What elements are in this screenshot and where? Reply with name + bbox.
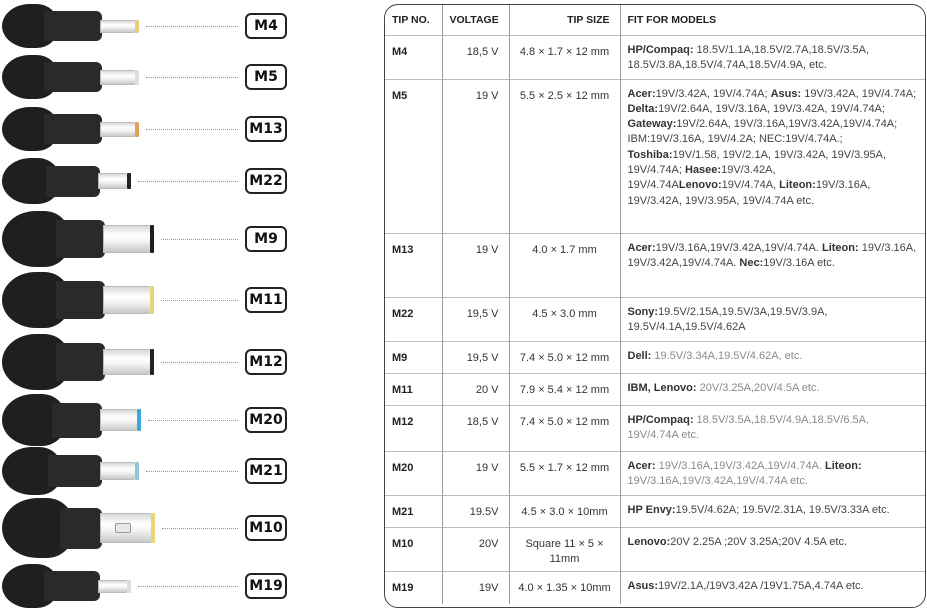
table-row [385, 405, 925, 451]
table-row [385, 233, 925, 297]
spec-table-body [385, 35, 925, 604]
header-tip-no: TIP NO. [392, 13, 430, 26]
fit-spec-text: 19V/3.42A, 19V/4.74A [627, 163, 776, 192]
cell-fit-for-models [620, 35, 925, 79]
leader-line [138, 586, 238, 587]
tip-label-badge: M22 [245, 168, 287, 194]
fit-brand-name: Liteon: [779, 179, 816, 192]
cell-fit-for-models [620, 405, 925, 451]
fit-brand-name: Asus: [770, 87, 802, 100]
fit-spec-text: 19V/3.16A, 19V/3.42A,19V/4.74A. [627, 241, 917, 269]
fit-brand-name: Nec: [739, 256, 764, 269]
table-row [385, 35, 925, 79]
tip-label-badge: M10 [245, 515, 287, 541]
fit-spec-text: 19.5V/2.15A,19.5V/3A,19.5V/3.9A, 19.5V/4.1A,19.5V/4.62A [627, 305, 828, 333]
tip-label-badge: M12 [245, 349, 287, 375]
cell-fit-for-models [620, 233, 925, 297]
cell-fit-for-models [620, 297, 925, 341]
cell-tip-size: 4.0 × 1.35 × 10mm [509, 572, 620, 604]
cell-tip-no: M5 [385, 79, 442, 233]
fit-brand-name: Acer: [627, 459, 656, 472]
tip-color-ring [137, 409, 141, 431]
tip-connector-neck [52, 403, 102, 438]
tip-label-badge: M21 [245, 458, 287, 484]
cell-tip-size: 5.5 × 2.5 × 12 mm [509, 79, 620, 233]
cell-voltage: 20V [442, 527, 509, 572]
tip-label-badge: M20 [245, 407, 287, 433]
tip-barrel [100, 513, 152, 543]
tip-color-ring [150, 349, 154, 375]
fit-spec-text: 19V/3.16A,19V/3.42A,19V/4.74A. [655, 241, 822, 254]
cell-tip-no: M19 [385, 572, 442, 604]
tip-color-ring [135, 20, 139, 33]
spec-table [385, 5, 925, 604]
tip-connector-neck [56, 343, 105, 381]
cell-tip-size: Square 11 × 5 × 11mm [509, 527, 620, 572]
tip-connector-neck [56, 220, 105, 258]
tip-row-m19 [0, 564, 300, 608]
cell-tip-size: 4.8 × 1.7 × 12 mm [509, 35, 620, 79]
tip-barrel [100, 122, 136, 137]
fit-spec-text: 18.5V/3.5A,18.5V/4.9A,18.5V/6.5A, 19V/4.74A etc. [627, 413, 870, 441]
table-row [385, 373, 925, 405]
table-row [385, 572, 925, 604]
tip-connector-neck [56, 281, 105, 319]
fit-brand-name: Liteon: [825, 459, 862, 472]
fit-brand-name: Hasee: [685, 163, 722, 176]
fit-brand-name: Delta: [627, 102, 659, 115]
tip-barrel [100, 70, 136, 85]
fit-spec-text: 19V/4.74A, [721, 179, 780, 192]
leader-line [146, 77, 238, 78]
fit-spec-text: 19V/3.16A etc. [763, 256, 835, 269]
tip-barrel [100, 462, 136, 480]
cell-voltage: 19V [442, 572, 509, 604]
tip-row-m21 [0, 447, 300, 495]
tip-label-badge: M13 [245, 116, 287, 142]
cell-tip-no: M11 [385, 373, 442, 405]
tip-connector-neck [44, 571, 100, 601]
cell-tip-no: M4 [385, 35, 442, 79]
cell-fit-for-models [620, 79, 925, 233]
square-pin-icon [115, 523, 131, 533]
cell-voltage: 19.5V [442, 495, 509, 527]
tip-row-m12 [0, 334, 300, 390]
fit-spec-text: 19V/1.58, 19V/2.1A, 19V/3.42A, 19V/3.95A, 19V/4.74A; [627, 148, 886, 176]
fit-spec-text: 20V/3.25A,20V/4.5A etc. [696, 381, 820, 394]
cell-voltage: 19 V [442, 451, 509, 495]
tip-connector-neck [44, 114, 102, 144]
cell-tip-size: 5.5 × 1.7 × 12 mm [509, 451, 620, 495]
tip-connector-neck [60, 508, 102, 549]
fit-spec-text: 20V 2.25A ;20V 3.25A;20V 4.5A etc. [670, 535, 848, 548]
cell-fit-for-models [620, 341, 925, 373]
fit-brand-name: Toshiba: [627, 148, 673, 161]
fit-spec-text: 19V/3.42A, 19V/4.74A; [801, 87, 917, 100]
fit-spec-text: 19V/3.42A, 19V/4.74A; [655, 87, 771, 100]
tip-color-ring [127, 173, 131, 189]
tip-label-badge: M19 [245, 573, 287, 599]
fit-spec-text: 19V/3.16A,19V/3.42A,19V/4.74A. [655, 459, 826, 472]
fit-spec-text: 19.5V/3.34A,19.5V/4.62A, etc. [651, 349, 803, 362]
tip-connector-neck [48, 455, 102, 487]
leader-line [146, 471, 238, 472]
leader-line [146, 129, 238, 130]
fit-brand-name: Liteon: [821, 241, 859, 254]
tip-barrel [98, 173, 128, 189]
leader-line [161, 239, 238, 240]
fit-spec-text: 19V/2.64A, 19V/3.16A, 19V/3.42A, 19V/4.74A; [658, 102, 885, 115]
cell-tip-size: 7.4 × 5.0 × 12 mm [509, 405, 620, 451]
spec-table-frame [384, 4, 926, 608]
tip-row-m4 [0, 4, 300, 48]
tip-label-badge: M9 [245, 226, 287, 252]
leader-line [138, 181, 238, 182]
table-header-row [385, 5, 925, 35]
table-row [385, 341, 925, 373]
fit-brand-name: Dell: [627, 349, 652, 362]
leader-line [161, 362, 238, 363]
cell-voltage: 18,5 V [442, 35, 509, 79]
tip-barrel [100, 409, 138, 431]
cell-tip-no: M9 [385, 341, 442, 373]
fit-brand-name: HP Envy: [627, 503, 676, 516]
tip-row-m20 [0, 394, 300, 446]
tip-barrel [98, 580, 128, 593]
tip-color-ring [127, 580, 131, 593]
table-row [385, 451, 925, 495]
table-row [385, 495, 925, 527]
cell-tip-no: M10 [385, 527, 442, 572]
cell-tip-size: 4.5 × 3.0 mm [509, 297, 620, 341]
cell-tip-no: M13 [385, 233, 442, 297]
tip-row-m13 [0, 107, 300, 151]
header-tip-size: TIP SIZE [509, 5, 620, 35]
cell-fit-for-models [620, 527, 925, 572]
cell-voltage: 19,5 V [442, 341, 509, 373]
leader-line [161, 300, 238, 301]
fit-brand-name: Sony: [627, 305, 659, 318]
fit-brand-name: Acer: [627, 241, 656, 254]
tip-color-ring [150, 286, 154, 314]
header-fit-for-models: FIT FOR MODELS [620, 5, 925, 35]
tip-barrel [103, 286, 151, 314]
fit-brand-name: HP/Compaq: [627, 413, 694, 426]
fit-spec-text: 18.5V/1.1A,18.5V/2.7A,18.5V/3.5A, 18.5V/3.8A,18.5V/4.74A,18.5V/4.9A, etc. [627, 43, 870, 71]
table-row [385, 527, 925, 572]
tip-barrel [103, 225, 151, 253]
tip-row-m11 [0, 272, 300, 328]
tip-illustrations [0, 0, 300, 612]
fit-brand-name: Gateway: [627, 118, 677, 131]
fit-spec-text: 19V/3.16A,19V/3.42A,19V/4.74A etc. [627, 474, 808, 487]
cell-fit-for-models [620, 451, 925, 495]
tip-label-badge: M4 [245, 13, 287, 39]
cell-fit-for-models [620, 373, 925, 405]
fit-brand-name: Asus: [627, 580, 659, 593]
table-row [385, 79, 925, 233]
tip-color-ring [151, 513, 155, 543]
tip-connector-neck [44, 11, 102, 41]
fit-brand-name: IBM, Lenovo: [627, 381, 697, 394]
cell-tip-size: 4.0 × 1.7 mm [509, 233, 620, 297]
leader-line [148, 420, 238, 421]
cell-fit-for-models [620, 572, 925, 604]
fit-brand-name: Lenovo: [678, 179, 722, 192]
cell-voltage: 19,5 V [442, 297, 509, 341]
cell-fit-for-models [620, 495, 925, 527]
tip-barrel [100, 20, 136, 33]
cell-voltage: 19 V [442, 79, 509, 233]
fit-spec-text: 19.5V/4.62A; 19.5V/2.31A, 19.5V/3.33A etc. [675, 503, 890, 516]
fit-brand-name: HP/Compaq: [627, 43, 694, 56]
cell-tip-no: M22 [385, 297, 442, 341]
tip-label-badge: M5 [245, 64, 287, 90]
cell-tip-size: 4.5 × 3.0 × 10mm [509, 495, 620, 527]
tip-connector-neck [46, 166, 100, 197]
fit-spec-text: 19V/2.1A,/19V3.42A /19V1.75A,4.74A etc. [658, 580, 864, 593]
cell-voltage: 18,5 V [442, 405, 509, 451]
tip-row-m22 [0, 158, 300, 204]
table-row [385, 297, 925, 341]
tip-row-m5 [0, 55, 300, 99]
leader-line [162, 528, 238, 529]
tip-row-m9 [0, 211, 300, 267]
tip-connector-neck [44, 62, 102, 92]
tip-label-badge: M11 [245, 287, 287, 313]
cell-voltage: 19 V [442, 233, 509, 297]
header-voltage: VOLTAGE [442, 5, 509, 35]
cell-tip-size: 7.4 × 5.0 × 12 mm [509, 341, 620, 373]
tip-color-ring [135, 462, 139, 480]
fit-spec-text: 19V/3.16A, 19V/3.42A, 19V/3.95A, 19V/4.74A etc. [627, 179, 871, 207]
fit-brand-name: Lenovo: [627, 535, 671, 548]
fit-brand-name: Acer: [627, 87, 656, 100]
cell-tip-no: M20 [385, 451, 442, 495]
cell-voltage: 20 V [442, 373, 509, 405]
tip-color-ring [150, 225, 154, 253]
tip-color-ring [135, 122, 139, 137]
tip-barrel [103, 349, 151, 375]
cell-tip-no: M21 [385, 495, 442, 527]
tip-row-m10 [0, 498, 300, 558]
cell-tip-no: M12 [385, 405, 442, 451]
leader-line [146, 26, 238, 27]
fit-spec-text: 19V/2.64A, 19V/3.16A,19V/3.42A,19V/4.74A; IBM:19V/3.16A, 19V/4.2A; NEC:19V/4.74A.; [627, 118, 898, 146]
tip-color-ring [135, 70, 139, 85]
cell-tip-size: 7.9 × 5.4 × 12 mm [509, 373, 620, 405]
